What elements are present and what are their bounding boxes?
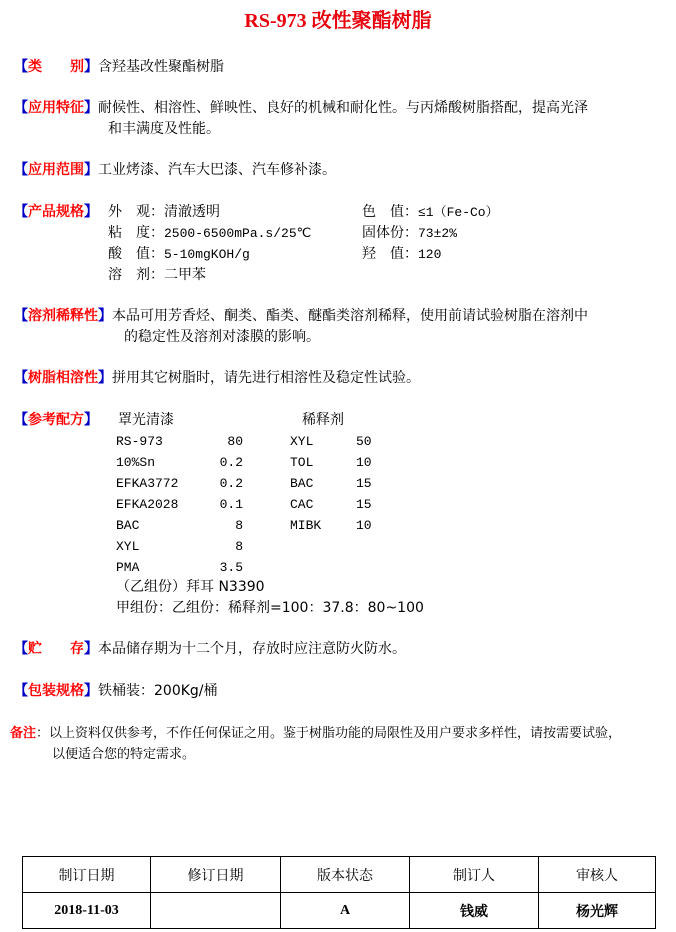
spec-color: 色 值：≤1（Fe-Co） [362,204,499,220]
formula-item-value: 0.2 [219,476,243,491]
formula-part-b: （乙组份）拜耳 N3390 [116,579,265,595]
features-label: 应用特征 [28,100,84,116]
value-cell: 钱威 [410,893,539,929]
formula-item-value: 0.1 [219,497,243,512]
formula-item-name: RS-973 [116,434,163,449]
header-cell: 版本状态 [281,857,410,893]
features-section: 【应用特征】耐候性、相溶性、鲜映性、良好的机械和耐化性。与丙烯酸树脂搭配，提高光泽 [14,100,588,116]
formula-section: 【参考配方】 [14,412,98,428]
formula-ratio: 甲组份：乙组份：稀释剂=100：37.8：80~100 [116,600,424,616]
formula-item-value: 15 [356,497,372,512]
spec-label: 产品规格 [28,204,84,220]
formula-item-name: CAC [290,497,314,512]
header-cell: 修订日期 [151,857,281,893]
features-line2: 和丰满度及性能。 [108,121,220,137]
package-section: 【包装规格】铁桶装：200Kg/桶 [14,683,218,699]
formula-item-value: 10 [356,455,372,470]
compat-text: 拼用其它树脂时，请先进行相溶性及稳定性试验。 [112,370,420,386]
formula-item-value: 10 [356,518,372,533]
formula-item-value: 8 [235,539,243,554]
category-text: 含羟基改性聚酯树脂 [98,59,224,75]
storage-section: 【贮 存】本品储存期为十二个月，存放时应注意防火防水。 [14,641,406,657]
dilution-label: 溶剂稀释性 [28,308,98,324]
revision-value-row [23,893,656,929]
formula-item-value: 8 [235,518,243,533]
formula-item-name: MIBK [290,518,322,533]
compat-section: 【树脂相溶性】拼用其它树脂时，请先进行相溶性及稳定性试验。 [14,370,420,386]
spec-solvent: 溶 剂：二甲苯 [108,267,206,283]
formula-item-value: 50 [356,434,372,449]
formula-left-title: 罩光清漆 [118,412,174,428]
spec-acid-value: 酸 值：5-10mgKOH/g [108,246,250,262]
features-line1: 耐候性、相溶性、鲜映性、良好的机械和耐化性。与丙烯酸树脂搭配，提高光泽 [98,100,588,116]
dilution-line2: 的稳定性及溶剂对漆膜的影响。 [124,329,320,345]
scope-label: 应用范围 [28,162,84,178]
formula-item-value: 3.5 [219,560,243,575]
formula-item-name: EFKA2028 [116,497,179,512]
document-title: RS-973 改性聚酯树脂 [244,10,432,32]
spec-viscosity: 粘 度：2500-6500mPa.s/25℃ [108,225,312,241]
header-cell: 制订日期 [23,857,151,893]
note-line1: ：以上资料仅供参考，不作任何保证之用。鉴于树脂功能的局限性及用户要求多样性，请按需要试验， [36,726,622,741]
formula-item-name: EFKA3772 [116,476,179,491]
formula-item-name: 10%Sn [116,455,156,470]
spec-section: 【产品规格】 [14,204,98,220]
formula-right-title: 稀释剂 [302,412,344,428]
formula-item-value: 0.2 [219,455,243,470]
note-label: 备注 [10,726,37,741]
package-text: 铁桶装：200Kg/桶 [98,683,218,699]
category-section: 【类 别】含羟基改性聚酯树脂 [14,59,224,75]
formula-label: 参考配方 [28,412,84,428]
formula-item-name: XYL [116,539,140,554]
revision-table [22,856,656,929]
formula-item-name: PMA [116,560,140,575]
compat-label: 树脂相溶性 [28,370,98,386]
formula-item-name: TOL [290,455,314,470]
dilution-section: 【溶剂稀释性】本品可用芳香烃、酮类、酯类、醚酯类溶剂稀释，使用前请试验树脂在溶剂中 [14,308,588,324]
scope-section: 【应用范围】工业烤漆、汽车大巴漆、汽车修补漆。 [14,162,336,178]
header-cell: 审核人 [539,857,656,893]
spec-hydroxyl-value: 羟 值：120 [362,246,442,262]
value-cell: 杨光辉 [539,893,656,929]
spec-appearance: 外 观：清澈透明 [108,204,220,220]
category-label: 类 别 [28,59,84,75]
header-cell: 制订人 [410,857,539,893]
value-cell [151,893,281,929]
storage-text: 本品储存期为十二个月，存放时应注意防火防水。 [98,641,406,657]
formula-item-name: XYL [290,434,314,449]
storage-label: 贮 存 [28,641,84,657]
spec-solids: 固体份：73±2% [362,225,458,241]
formula-item-value: 80 [227,434,243,449]
note-line2: 以便适合您的特定需求。 [52,747,196,762]
value-cell: 2018-11-03 [23,893,151,929]
dilution-line1: 本品可用芳香烃、酮类、酯类、醚酯类溶剂稀释，使用前请试验树脂在溶剂中 [112,308,588,324]
scope-text: 工业烤漆、汽车大巴漆、汽车修补漆。 [98,162,336,178]
revision-header-row [23,857,656,893]
value-cell: A [281,893,410,929]
package-label: 包装规格 [28,683,84,699]
formula-item-value: 15 [356,476,372,491]
formula-item-name: BAC [290,476,314,491]
formula-item-name: BAC [116,518,140,533]
note-section [10,723,666,744]
